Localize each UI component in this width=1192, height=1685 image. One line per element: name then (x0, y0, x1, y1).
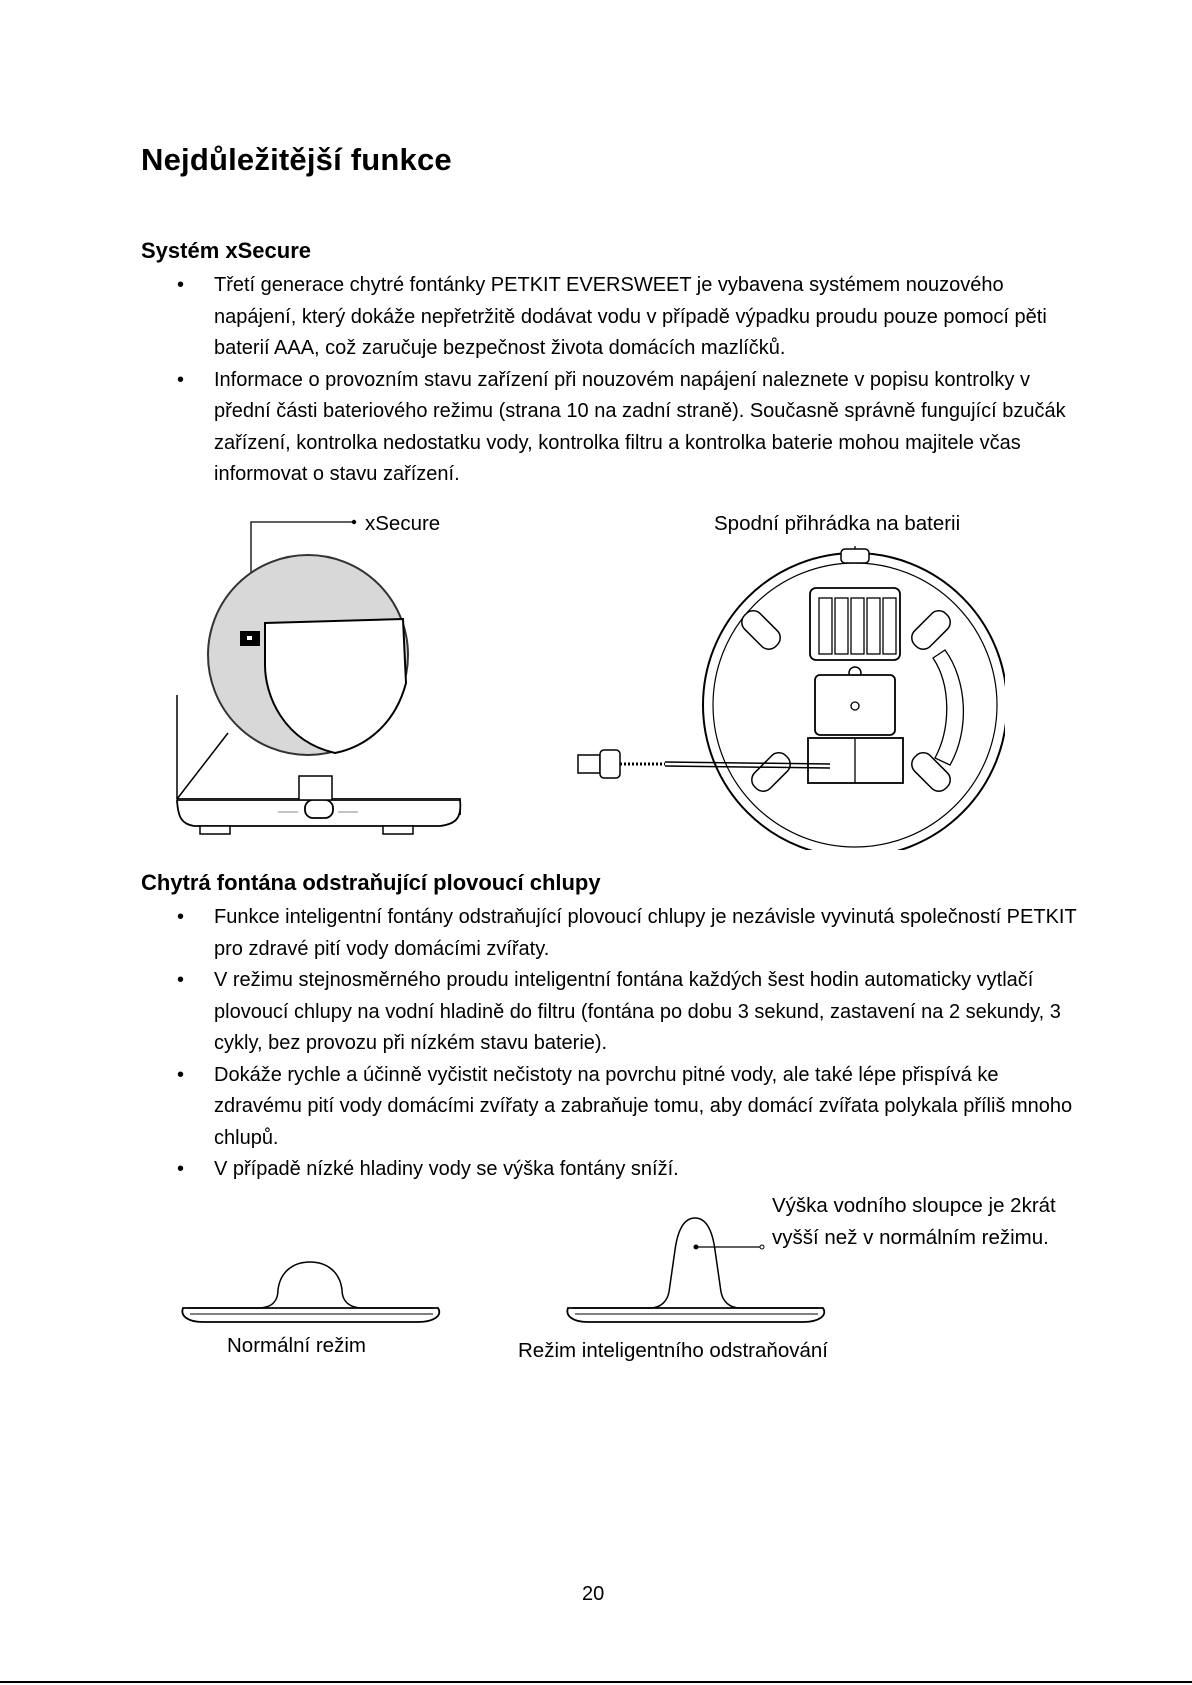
battery-compartment-label: Spodní přihrádka na baterii (714, 512, 961, 535)
fountain-base-illustration (170, 800, 470, 840)
battery-compartment-illustration (575, 540, 1005, 850)
xsecure-label: xSecure (365, 512, 441, 535)
normal-mode-label: Normální režim (227, 1334, 366, 1357)
smart-fountain-bullet-list (141, 902, 1081, 1186)
column-height-label: Výška vodního sloupce je 2krát vyšší než v normálním režimu. (772, 1194, 1056, 1249)
smart-mode-label: Režim inteligentního odstraňování (518, 1339, 828, 1362)
list-item: • V režimu stejnosměrného proudu inteligentní fontána každých šest hodin automaticky vytlačí plovoucí chlupy na vodní hladině do filtru (fontána po dobu 3 sekund, zastavení na 2 sekundy, 3 cykly, bez provozu při nízkém stavu baterie). (141, 965, 1081, 1060)
list-item: • Informace o provozním stavu zařízení při nouzovém napájení naleznete v popisu kontrolky v přední části bateriového režimu (strana 10 na zadní straně). Současně správně fungující bzučák zařízení, kontrolka nedostatku vody, kontrolka filtru a kontrolka baterie mohou majitele včas informovat o stavu zařízení. (141, 365, 1081, 491)
list-item: • Funkce inteligentní fontány odstraňující plovoucí chlupy je nezávisle vyvinutá společností PETKIT pro zdravé pití vody domácími zvířaty. (141, 902, 1081, 965)
section-heading-smart-fountain: Chytrá fontána odstraňující plovoucí chlupy (141, 870, 601, 895)
list-item: • Dokáže rychle a účinně vyčistit nečistoty na povrchu pitné vody, ale také lépe přispívá ke zdravému pití vody domácími zvířaty a zabraňuje tomu, aby domácí zvířata polykala příliš mnoho chlupů. (141, 1060, 1081, 1155)
section-heading-xsecure: Systém xSecure (141, 238, 311, 263)
xsecure-illustration (165, 515, 485, 815)
list-item: • Třetí generace chytré fontánky PETKIT EVERSWEET je vybavena systémem nouzového napájení, který dokáže nepřetržitě dodávat vodu v případě výpadku proudu pouze pomocí pěti baterií AAA, což zaručuje bezpečnost života domácích mazlíčků. (141, 270, 1081, 365)
page-number: 20 (582, 1583, 605, 1605)
smart-mode-illustration (565, 1210, 865, 1330)
bottom-border (0, 1681, 1192, 1683)
page-title: Nejdůležitější funkce (141, 142, 452, 177)
normal-mode-illustration (178, 1250, 448, 1330)
list-item: • V případě nízké hladiny vody se výška fontány sníží. (141, 1154, 1081, 1186)
xsecure-bullet-list (141, 270, 1081, 491)
